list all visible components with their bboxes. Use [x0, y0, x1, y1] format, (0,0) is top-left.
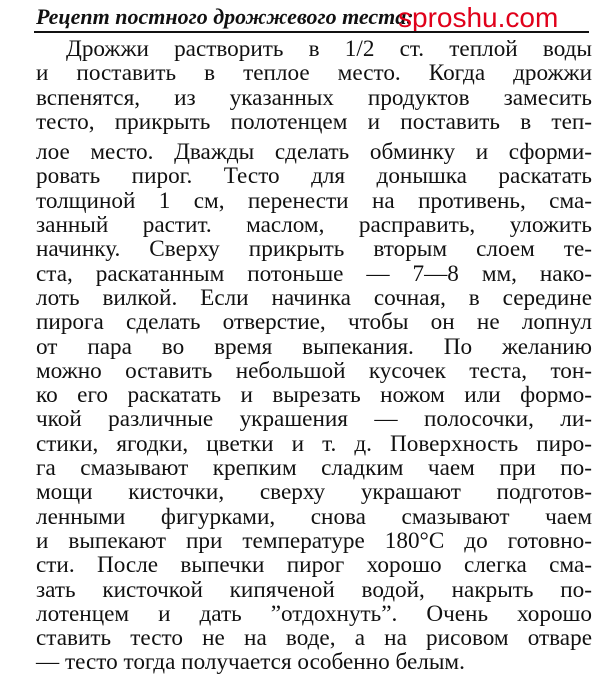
- text-line: от пара во время выпекания. По желанию: [36, 333, 592, 360]
- text-line: занный растит. маслом, расправить, уложить: [36, 212, 592, 239]
- text-line: стики, ягодки, цветки и т. д. Поверхность пиро-: [36, 430, 592, 457]
- site-watermark: sproshu.com: [398, 2, 559, 33]
- text-line: вспенятся, из указанных продуктов замесить: [36, 84, 592, 111]
- text-line: мощи кисточки, сверху украшают подготов-: [36, 479, 592, 506]
- text-line: лоть вилкой. Если начинка сочная, в середине: [36, 284, 592, 311]
- text-line: и поставить в теплое место. Когда дрожжи: [36, 60, 592, 87]
- text-line: ленными фигурками, снова смазывают чаем: [36, 503, 592, 530]
- text-line: Дрожжи растворить в 1/2 ст. теплой воды: [66, 36, 592, 62]
- text-line: и выпекают при температуре 180°С до готовно-: [36, 527, 592, 554]
- text-line: ста, раскатанным потоньше — 7—8 мм, нако-: [36, 260, 592, 287]
- recipe-text: [36, 37, 592, 675]
- text-line: пирога сделать отверстие, чтобы он не лопнул: [36, 309, 592, 336]
- text-line: ставить тесто не на воде, а на рисовом отваре: [36, 625, 592, 652]
- recipe-heading: Рецепт постного дрожжевого теста:: [36, 4, 414, 29]
- text-line: тесто, прикрыть полотенцем и поставить в теп-: [36, 108, 592, 135]
- text-line: можно оставить небольшой кусочек теста, тон-: [36, 357, 592, 384]
- text-line: сти. После выпечки пирог хорошо слегка сма-: [36, 552, 592, 579]
- text-line: толщиной 1 см, перенести на противень, сма-: [36, 187, 592, 214]
- text-line: га смазывают крепким сладким чаем при по-: [36, 455, 592, 482]
- text-line: зать кисточкой кипяченой водой, накрыть по-: [36, 576, 592, 603]
- text-line: начинку. Сверху прикрыть вторым слоем те-: [36, 236, 592, 263]
- text-line: — тесто тогда получается особенно белым.: [36, 649, 465, 676]
- text-line: лое место. Дважды сделать обминку и сформи-: [36, 139, 592, 166]
- text-line: чкой различные украшения — полосочки, ли-: [36, 406, 592, 433]
- text-line: лотенцем и дать ”отдохнуть”. Очень хорошо: [36, 600, 592, 627]
- heading-underline: [34, 31, 589, 33]
- text-line: ко его раскатать и вырезать ножом или формо-: [36, 382, 592, 409]
- text-line: ровать пирог. Тесто для донышка раскатать: [36, 163, 592, 190]
